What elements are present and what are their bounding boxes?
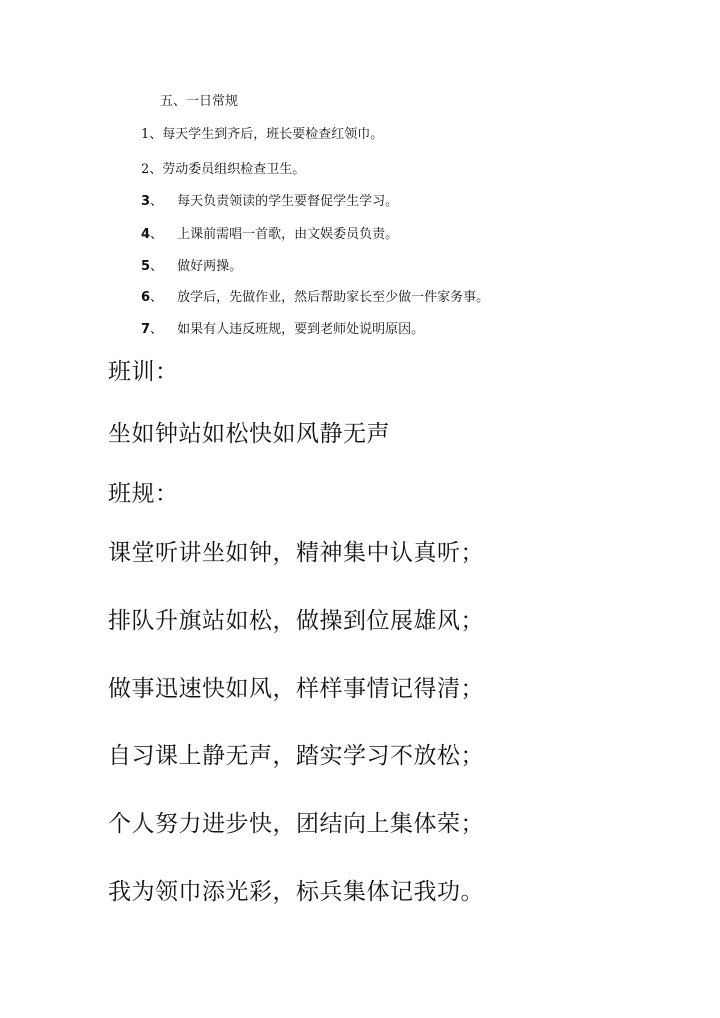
rule-separator: 、 [150,194,164,209]
daily-rule-item [141,225,398,245]
rule-separator: 、 [150,322,164,337]
rule-text: 放学后，先做作业，然后帮助家长至少做一件家务事。 [177,290,490,305]
rule-separator: 、 [150,227,164,242]
daily-rule-item [141,320,424,340]
daily-rule-item [141,160,305,180]
rule-number: 3 [141,194,151,209]
rule-separator: 、 [149,127,163,142]
daily-rule-item [141,125,383,145]
class-rule-line: 排队升旗站如松，做操到位展雄风； [108,608,484,634]
class-rule-line: 个人努力进步快，团结向上集体荣； [108,811,484,837]
section-heading: 五、一日常规 [160,94,239,109]
class-rule-line: 自习课上静无声，踏实学习不放松； [108,743,484,769]
rule-text: 上课前需唱一首歌，由文娱委员负责。 [177,227,399,242]
rule-number: 6 [141,290,151,305]
rule-number: 4 [141,227,151,242]
rule-text: 每天负责领读的学生要督促学生学习。 [177,194,399,209]
daily-rule-item [141,257,242,277]
rule-number: 5 [141,259,151,274]
rule-number: 2 [141,162,150,177]
class-motto-text: 坐如钟站如松快如风静无声 [108,421,390,447]
rule-separator: 、 [150,259,164,274]
daily-rule-item [141,192,398,212]
class-rules-label: 班规： [108,481,179,507]
class-rule-line: 我为领巾添光彩，标兵集体记我功。 [108,879,484,905]
rule-number: 7 [141,322,151,337]
rule-text: 如果有人违反班规，要到老师处说明原因。 [177,322,425,337]
rule-separator: 、 [149,162,163,177]
daily-rule-item [141,288,489,308]
rule-text: 劳动委员组织检查卫生。 [162,162,306,177]
rule-text: 每天学生到齐后，班长要检查红领巾。 [162,127,384,142]
class-motto-label: 班训： [108,359,179,385]
rule-separator: 、 [150,290,164,305]
class-rule-line: 课堂听讲坐如钟，精神集中认真听； [108,540,484,566]
class-rule-line: 做事迅速快如风，样样事情记得清； [108,676,484,702]
rule-text: 做好两操。 [177,259,243,274]
rule-number: 1 [141,127,150,142]
